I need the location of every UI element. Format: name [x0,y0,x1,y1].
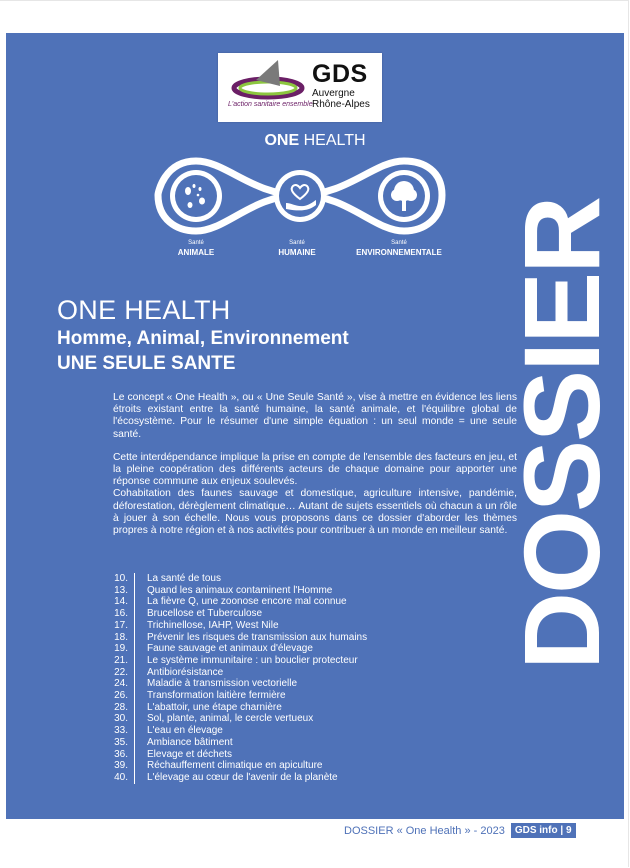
toc-item[interactable] [106,596,367,608]
table-of-contents [106,573,367,784]
toc-item[interactable] [106,655,367,667]
gds-logo [218,53,382,122]
emblem-title-rest: HEALTH [299,132,366,149]
toc-title: L'eau en élevage [147,725,223,737]
toc-item[interactable] [106,772,367,784]
toc-page: 30. [114,713,128,725]
logo-tagline: L'action sanitaire ensemble [228,101,313,108]
caption-small: Santé [188,240,204,246]
toc-title: Ambiance bâtiment [147,736,233,748]
toc-title: Quand les animaux contaminent l'Homme [147,584,333,596]
toc-page: 21. [114,654,128,666]
toc-page: 26. [114,690,128,702]
toc-title: Transformation laitière fermière [147,690,286,702]
toc-page: 19. [114,643,128,655]
toc-page: 10. [114,573,128,584]
toc-page: 40. [114,771,128,783]
toc-item[interactable] [106,620,367,632]
cover-panel [6,33,624,819]
footer-text: DOSSIER « One Health » - 2023 [344,824,505,837]
toc-page: 16. [114,608,128,620]
toc-page: 13. [114,584,128,596]
one-health-infinity-emblem [154,153,446,237]
toc-title: La santé de tous [147,573,221,584]
caption-big: ENVIRONNEMENTALE [356,248,442,257]
toc-item[interactable] [106,702,367,714]
toc-item[interactable] [106,573,367,585]
logo-region-line1: Auvergne [312,88,355,99]
logo-region [312,88,370,110]
intro-text [113,392,517,548]
caption-big: ANIMALE [177,248,215,257]
toc-title: Le système immunitaire : un bouclier protecteur [147,654,358,666]
toc-item[interactable] [106,678,367,690]
toc-title: L'abattoir, une étape charnière [147,701,282,713]
toc-page: 14. [114,596,128,608]
gds-logo-mark-icon [230,58,306,102]
toc-page: 36. [114,748,128,760]
page-subtitle-2: UNE SEULE SANTE [57,353,236,374]
toc-title: Sol, plante, animal, le cercle vertueux [147,713,314,725]
page-subtitle: Homme, Animal, Environnement [57,328,349,349]
caption-sante-animale [171,239,221,257]
page-title: ONE HEALTH [57,295,231,325]
logo-region-line2: Rhône-Alpes [312,99,370,110]
toc-page: 33. [114,725,128,737]
toc-item[interactable] [106,713,367,725]
caption-sante-humaine [272,239,322,257]
intro-paragraph-3: Cohabitation des faunes sauvage et domestique, agriculture intensive, pandémie, déforestation, dérèglement climatique… Autant de sujets essentiels où chacun a un rôle à jouer à son échelle. Nous vous proposons dans ce dossier d'aborder les thèmes propres à notre région et à nos activités pour contribuer à un monde en meilleur santé. [113,488,517,537]
footer-badge: GDS info | 9 [511,823,576,838]
toc-item[interactable] [106,643,367,655]
toc-title: L'élevage au cœur de l'avenir de la planète [147,771,338,783]
toc-title: Antibiorésistance [147,666,224,678]
toc-page: 18. [114,631,128,643]
emblem-title-bold: ONE [264,132,300,149]
toc-page: 17. [114,619,128,631]
toc-page: 22. [114,666,128,678]
toc-item[interactable] [106,585,367,597]
toc-title: La fièvre Q, une zoonose encore mal connue [147,596,347,608]
toc-title: Réchauffement climatique en apiculture [147,760,323,772]
toc-item[interactable] [106,667,367,679]
toc-item[interactable] [106,749,367,761]
page-footer [344,823,576,838]
toc-title: Maladie à transmission vectorielle [147,678,298,690]
toc-page: 24. [114,678,128,690]
one-health-emblem-title [6,132,624,150]
toc-item[interactable] [106,632,367,644]
toc-item[interactable] [106,725,367,737]
toc-page: 39. [114,760,128,772]
intro-paragraph-2: Cette interdépendance implique la prise en compte de l'ensemble des facteurs en jeu, et la pleine coopération des différents acteurs de chaque domaine pour apporter une réponse commune aux enjeux soulevés. [113,451,517,488]
toc-title: Brucellose et Tuberculose [147,608,263,620]
caption-big: HUMAINE [278,248,316,257]
toc-title: Faune sauvage et animaux d'élevage [147,643,313,655]
intro-paragraph-1: Le concept « One Health », ou « Une Seule Santé », vise à mettre en évidence les liens étroits existant entre la santé humaine, la santé animale, et l'équilibre global de l'écosystème. Pour le résumer d'une simple équation : un seul monde = une seule santé. [113,392,517,440]
dossier-side-title: DOSSIER [501,197,622,670]
toc-title: Trichinellose, IAHP, West Nile [147,619,279,631]
toc-item[interactable] [106,608,367,620]
toc-page: 35. [114,736,128,748]
caption-small: Santé [289,240,305,246]
logo-name: GDS [312,60,368,88]
toc-page: 28. [114,701,128,713]
toc-item[interactable] [106,760,367,772]
caption-sante-environnementale [344,239,454,257]
toc-item[interactable] [106,690,367,702]
toc-item[interactable] [106,737,367,749]
toc-title: Prévenir les risques de transmission aux humains [147,631,368,643]
toc-title: Elevage et déchets [147,748,233,760]
caption-small: Santé [391,240,407,246]
